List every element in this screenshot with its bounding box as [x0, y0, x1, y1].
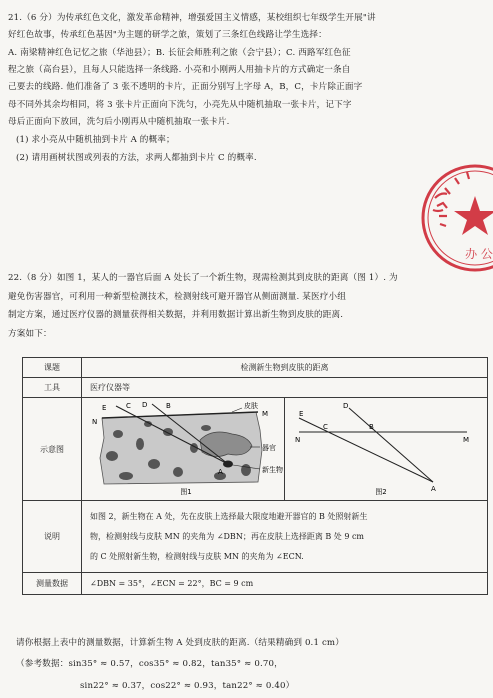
fig2-label-B: B: [369, 423, 374, 431]
seal-lower-text: 办 公: [465, 247, 493, 261]
explanation-line-1: 如图 2，新生物在 A 处，先在皮肤上选择最大限度地避开器官的 B 处照射新生: [90, 511, 368, 521]
table-row: [23, 573, 488, 595]
school-seal-stamp: [415, 158, 493, 278]
q21-line-3: A. 南梁精神红色记忆之旅（华池县）；B. 长征会师胜利之旅（会宁县）；C. 西路军红色征: [8, 48, 351, 58]
q22-line-2: 避免伤害器官，可利用一种新型检测技术，检测射线可避开器官从侧面测量. 某医疗小组: [8, 292, 347, 302]
table-row: [23, 398, 488, 501]
table-row: [23, 358, 488, 378]
figure-2-cell: [285, 398, 488, 501]
q21-sub-question-1: (1) 求小亮从中随机抽到卡片 A 的概率；: [16, 135, 175, 145]
fig2-label-D: D: [343, 402, 349, 410]
q22-line-4: 方案如下：: [8, 329, 52, 339]
fig2-ray-B: [349, 408, 433, 482]
figure-2: [285, 398, 477, 498]
fig1-label-A: A: [218, 468, 223, 476]
row-label-topic: 课题: [23, 358, 82, 378]
row-value-tools: 医疗仪器等: [82, 378, 488, 398]
figure-2-caption: 图2: [375, 488, 387, 496]
fig2-ray-C: [299, 418, 433, 482]
q22-reference-2: sin22° ≈ 0.37，cos22° ≈ 0.93，tan22° ≈ 0.40）: [80, 681, 295, 691]
fig1-label-organ: 器官: [262, 444, 276, 452]
q22-line-3: 制定方案，通过医疗仪器的测量获得相关数据，并利用数据计算出新生物到皮肤的距离.: [8, 310, 344, 320]
q21-line-5: 己要去的线路. 他们准备了 3 张不透明的卡片，正面分别写上字母 A，B，C，卡片除正面字: [8, 82, 363, 92]
fig1-label-B: B: [166, 402, 171, 410]
row-label-diagram: 示意图: [23, 398, 82, 501]
q22-line-1: 22.（8 分）如图 1，某人的一器官后面 A 处长了一个新生物，现需检测其到皮肤的距离（图 1）. 为: [8, 273, 398, 283]
fig1-label-growth: 新生物: [262, 466, 283, 474]
table-row: [23, 501, 488, 573]
fig2-label-E: E: [299, 410, 304, 418]
fig1-label-E: E: [102, 404, 107, 412]
row-value-topic: 检测新生物到皮肤的距离: [82, 358, 488, 378]
table-row: [23, 378, 488, 398]
q21-line-6: 母不同外其余均相同，将 3 张卡片正面向下洗匀，小亮先从中随机抽取一张卡片，记下字: [8, 100, 352, 110]
row-value-measurements: ∠DBN = 35°，∠ECN = 22°，BC = 9 cm: [82, 573, 488, 595]
figure-1: [82, 398, 296, 498]
q22-reference-1: （参考数据：sin35° ≈ 0.57，cos35° ≈ 0.82，tan35° ≈ 0.70，: [16, 659, 283, 669]
fig1-label-C: C: [126, 402, 131, 410]
q21-line-2: 好红色故事，传承红色基因"为主题的研学之旅，策划了三条红色线路让学生选择：: [8, 30, 327, 40]
fig1-label-skin: 皮肤: [244, 402, 258, 410]
fig2-label-A: A: [431, 485, 436, 493]
figure-1-caption: 图1: [180, 488, 192, 496]
fig1-label-M: M: [262, 410, 269, 418]
row-label-explanation: 说明: [23, 501, 82, 573]
figure-1-cell: [82, 398, 285, 501]
row-value-explanation: [82, 501, 488, 573]
scheme-table: [22, 357, 488, 595]
explanation-line-3: 的 C 处照射新生物，检测射线与皮肤 MN 的夹角为 ∠ECN.: [90, 551, 304, 561]
fig1-label-D: D: [142, 401, 148, 409]
explanation-line-2: 物，检测射线与皮肤 MN 的夹角为 ∠DBN；再在皮肤上选择距离 B 处 9 cm: [90, 531, 365, 541]
q21-sub-question-2: (2) 请用画树状图或列表的方法，求两人都抽到卡片 C 的概率.: [16, 153, 257, 163]
q21-line-4: 程之旅（高台县），且每人只能选择一条线路. 小亮和小刚两人用抽卡片的方式确定一条自: [8, 65, 351, 75]
fig2-label-N: N: [295, 436, 301, 444]
fig2-label-M: M: [463, 436, 470, 444]
fig2-label-C: C: [323, 423, 328, 431]
q21-line-7: 母后正面向下放回，洗匀后小刚再从中随机抽取一张卡片.: [8, 117, 230, 127]
row-label-measurements: 测量数据: [23, 573, 82, 595]
row-label-tools: 工具: [23, 378, 82, 398]
q22-task: 请你根据上表中的测量数据，计算新生物 A 处到皮肤的距离.（结果精确到 0.1 cm）: [16, 638, 344, 648]
fig1-label-N: N: [92, 418, 98, 426]
q21-line-1: 21.（6 分）为传承红色文化，激发革命精神，增强爱国主义情感，某校组织七年级学生开展"讲: [8, 13, 376, 23]
